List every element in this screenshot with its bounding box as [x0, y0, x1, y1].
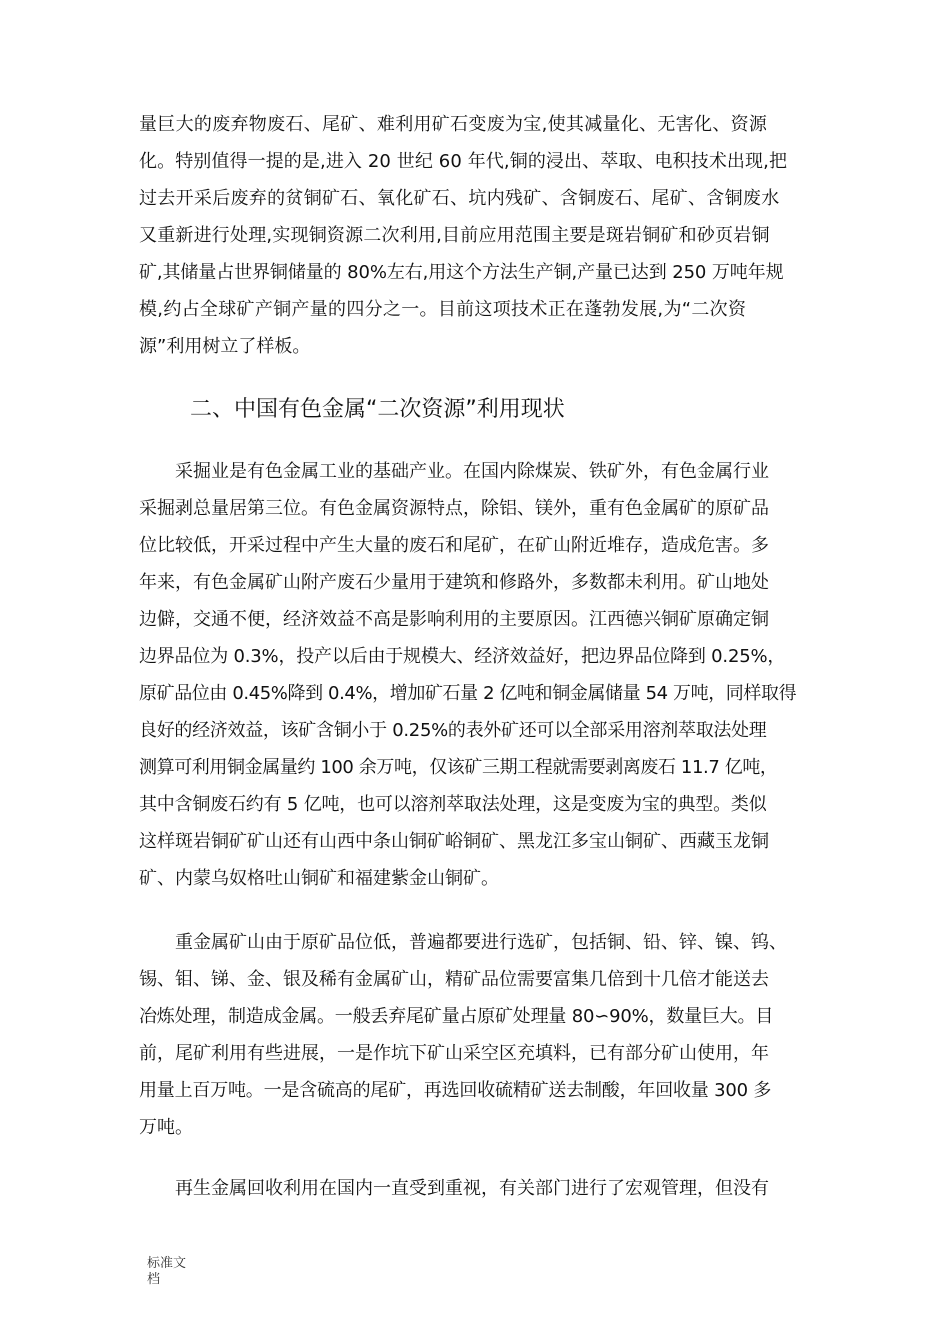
paragraph-line: 源”利用树立了样板。: [139, 336, 311, 357]
paragraph-line: 位比较低，开采过程中产生大量的废石和尾矿，在矿山附近堆存，造成危害。多: [139, 535, 769, 556]
paragraph-recycling: [139, 1170, 819, 1207]
paragraph-line: 用量上百万吨。一是含硫高的尾矿，再选回收硫精矿送去制酸，年回收量 300 多: [139, 1080, 772, 1101]
paragraph-line: 量巨大的废弃物废石、尾矿、难利用矿石变废为宝,使其减量化、无害化、资源: [139, 114, 768, 135]
section-heading: 二、中国有色金属“二次资源”利用现状: [190, 397, 565, 422]
paragraph-line: 边界品位为 0.3%，投产以后由于规模大、经济效益好，把边界品位降到 0.25%，: [139, 646, 786, 667]
paragraph-line: 矿,其储量占世界铜储量的 80%左右,用这个方法生产铜,产量已达到 250 万吨年规: [139, 262, 784, 283]
paragraph-line: 冶炼处理，制造成金属。一般丢弃尾矿量占原矿处理量 80∽90%，数量巨大。目: [139, 1006, 774, 1027]
paragraph-line: 采掘业是有色金属工业的基础产业。在国内除煤炭、铁矿外，有色金属行业: [175, 461, 769, 482]
paragraph-line: 年来，有色金属矿山附产废石少量用于建筑和修路外，多数都未利用。矿山地处: [139, 572, 769, 593]
paragraph-line: 采掘剥总量居第三位。有色金属资源特点，除铝、镁外，重有色金属矿的原矿品: [139, 498, 769, 519]
paragraph-line: 这样斑岩铜矿矿山还有山西中条山铜矿峪铜矿、黑龙江多宝山铜矿、西藏玉龙铜: [139, 831, 769, 852]
page-footer: [147, 1256, 186, 1288]
paragraph-line: 再生金属回收利用在国内一直受到重视，有关部门进行了宏观管理，但没有: [175, 1178, 769, 1199]
paragraph-continuation: [139, 106, 819, 365]
paragraph-mining: [139, 453, 819, 897]
paragraph-line: 前，尾矿利用有些进展，一是作坑下矿山采空区充填料，已有部分矿山使用，年: [139, 1043, 769, 1064]
paragraph-line: 又重新进行处理,实现铜资源二次利用,目前应用范围主要是斑岩铜矿和砂页岩铜: [139, 225, 770, 246]
paragraph-line: 万吨。: [139, 1117, 193, 1138]
paragraph-line: 良好的经济效益，该矿含铜小于 0.25%的表外矿还可以全部采用溶剂萃取法处理: [139, 720, 767, 741]
paragraph-line: 原矿品位由 0.45%降到 0.4%，增加矿石量 2 亿吨和铜金属储量 54 万吨，同样取得: [139, 683, 797, 704]
paragraph-line: 过去开采后废弃的贫铜矿石、氧化矿石、坑内残矿、含铜废石、尾矿、含铜废水: [139, 188, 780, 209]
paragraph-line: 其中含铜废石约有 5 亿吨，也可以溶剂萃取法处理，这是变废为宝的典型。类似: [139, 794, 767, 815]
paragraph-line: 模,约占全球矿产铜产量的四分之一。目前这项技术正在蓬勃发展,为“二次资: [139, 299, 747, 320]
paragraph-tailings: [139, 924, 819, 1146]
paragraph-line: 测算可利用铜金属量约 100 余万吨，仅该矿三期工程就需要剥离废石 11.7 亿吨，: [139, 757, 778, 778]
footer-label: 档: [147, 1272, 161, 1287]
paragraph-line: 化。特别值得一提的是,进入 20 世纪 60 年代,铜的浸出、萃取、电积技术出现,把: [139, 151, 788, 172]
footer-label: 标准文: [147, 1256, 187, 1271]
paragraph-line: 边僻，交通不便，经济效益不高是影响利用的主要原因。江西德兴铜矿原确定铜: [139, 609, 769, 630]
paragraph-line: 矿、内蒙乌奴格吐山铜矿和福建紫金山铜矿。: [139, 868, 499, 889]
paragraph-line: 锡、钼、锑、金、银及稀有金属矿山，精矿品位需要富集几倍到十几倍才能送去: [139, 969, 769, 990]
paragraph-line: 重金属矿山由于原矿品位低，普遍都要进行选矿，包括铜、铅、锌、镍、钨、: [175, 932, 787, 953]
